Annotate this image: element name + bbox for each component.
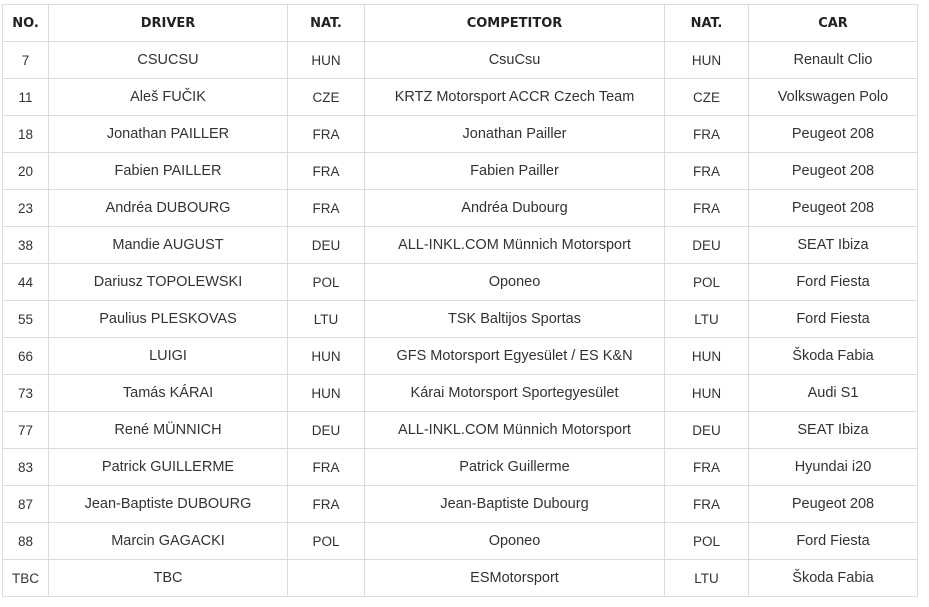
cell-driver: LUIGI <box>49 338 288 375</box>
cell-driver-nat: LTU <box>288 301 365 338</box>
cell-driver-nat: FRA <box>288 190 365 227</box>
cell-competitor-nat: CZE <box>665 79 749 116</box>
cell-car: Peugeot 208 <box>749 190 918 227</box>
cell-driver: Mandie AUGUST <box>49 227 288 264</box>
cell-competitor-nat: POL <box>665 264 749 301</box>
cell-competitor-nat: FRA <box>665 190 749 227</box>
cell-car: Renault Clio <box>749 42 918 79</box>
cell-driver-nat: HUN <box>288 375 365 412</box>
cell-competitor-nat: LTU <box>665 560 749 597</box>
cell-competitor: Andréa Dubourg <box>365 190 665 227</box>
table-row <box>3 42 918 79</box>
cell-car: Peugeot 208 <box>749 116 918 153</box>
header-driver-nat: NAT. <box>288 5 365 42</box>
cell-no: 55 <box>3 301 49 338</box>
cell-driver: Paulius PLESKOVAS <box>49 301 288 338</box>
cell-car: Ford Fiesta <box>749 523 918 560</box>
cell-car: Volkswagen Polo <box>749 79 918 116</box>
cell-competitor: KRTZ Motorsport ACCR Czech Team <box>365 79 665 116</box>
cell-competitor: Fabien Pailler <box>365 153 665 190</box>
cell-competitor: ALL-INKL.COM Münnich Motorsport <box>365 227 665 264</box>
cell-car: Peugeot 208 <box>749 153 918 190</box>
cell-competitor-nat: HUN <box>665 42 749 79</box>
cell-driver: TBC <box>49 560 288 597</box>
cell-car: Škoda Fabia <box>749 560 918 597</box>
cell-driver-nat: DEU <box>288 412 365 449</box>
cell-competitor-nat: HUN <box>665 338 749 375</box>
cell-driver-nat: CZE <box>288 79 365 116</box>
table-row <box>3 264 918 301</box>
cell-car: Hyundai i20 <box>749 449 918 486</box>
table-row <box>3 190 918 227</box>
cell-no: 87 <box>3 486 49 523</box>
cell-driver-nat: POL <box>288 264 365 301</box>
cell-competitor-nat: FRA <box>665 116 749 153</box>
cell-no: 11 <box>3 79 49 116</box>
cell-car: SEAT Ibiza <box>749 227 918 264</box>
table-row <box>3 449 918 486</box>
cell-driver-nat: DEU <box>288 227 365 264</box>
cell-competitor: Jonathan Pailler <box>365 116 665 153</box>
cell-driver: Marcin GAGACKI <box>49 523 288 560</box>
table-row <box>3 153 918 190</box>
cell-competitor: ALL-INKL.COM Münnich Motorsport <box>365 412 665 449</box>
header-competitor-nat: NAT. <box>665 5 749 42</box>
table-row <box>3 79 918 116</box>
cell-car: Ford Fiesta <box>749 301 918 338</box>
cell-competitor: ESMotorsport <box>365 560 665 597</box>
cell-no: 38 <box>3 227 49 264</box>
cell-competitor-nat: LTU <box>665 301 749 338</box>
cell-competitor: Oponeo <box>365 523 665 560</box>
entry-list-table <box>2 4 918 597</box>
cell-driver: Fabien PAILLER <box>49 153 288 190</box>
cell-car: Škoda Fabia <box>749 338 918 375</box>
cell-no: 88 <box>3 523 49 560</box>
cell-competitor: Patrick Guillerme <box>365 449 665 486</box>
cell-no: 23 <box>3 190 49 227</box>
cell-no: 7 <box>3 42 49 79</box>
cell-competitor: TSK Baltijos Sportas <box>365 301 665 338</box>
cell-competitor: Oponeo <box>365 264 665 301</box>
cell-no: 44 <box>3 264 49 301</box>
cell-driver: Tamás KÁRAI <box>49 375 288 412</box>
table-row <box>3 486 918 523</box>
header-row <box>3 5 918 42</box>
cell-competitor: CsuCsu <box>365 42 665 79</box>
entry-rows <box>3 42 918 597</box>
cell-driver-nat: FRA <box>288 153 365 190</box>
header-no: NO. <box>3 5 49 42</box>
cell-car: SEAT Ibiza <box>749 412 918 449</box>
cell-car: Audi S1 <box>749 375 918 412</box>
cell-driver-nat <box>288 560 365 597</box>
cell-competitor-nat: FRA <box>665 486 749 523</box>
table-row <box>3 523 918 560</box>
cell-driver: Jonathan PAILLER <box>49 116 288 153</box>
cell-no: TBC <box>3 560 49 597</box>
cell-competitor-nat: POL <box>665 523 749 560</box>
header-competitor: COMPETITOR <box>365 5 665 42</box>
cell-driver-nat: POL <box>288 523 365 560</box>
cell-driver: René MÜNNICH <box>49 412 288 449</box>
cell-competitor-nat: HUN <box>665 375 749 412</box>
cell-no: 77 <box>3 412 49 449</box>
cell-driver: Jean-Baptiste DUBOURG <box>49 486 288 523</box>
cell-no: 83 <box>3 449 49 486</box>
table-row <box>3 412 918 449</box>
cell-competitor-nat: FRA <box>665 153 749 190</box>
cell-competitor-nat: DEU <box>665 227 749 264</box>
header-driver: DRIVER <box>49 5 288 42</box>
table-row <box>3 338 918 375</box>
cell-driver: CSUCSU <box>49 42 288 79</box>
cell-driver: Dariusz TOPOLEWSKI <box>49 264 288 301</box>
table-row <box>3 116 918 153</box>
cell-competitor: Jean-Baptiste Dubourg <box>365 486 665 523</box>
cell-driver: Andréa DUBOURG <box>49 190 288 227</box>
table-row <box>3 301 918 338</box>
header-car: CAR <box>749 5 918 42</box>
cell-driver-nat: FRA <box>288 486 365 523</box>
cell-competitor: GFS Motorsport Egyesület / ES K&N <box>365 338 665 375</box>
entry-list-container <box>2 4 918 597</box>
cell-competitor-nat: DEU <box>665 412 749 449</box>
cell-competitor: Kárai Motorsport Sportegyesület <box>365 375 665 412</box>
cell-driver-nat: HUN <box>288 42 365 79</box>
cell-driver: Aleš FUČIK <box>49 79 288 116</box>
cell-car: Peugeot 208 <box>749 486 918 523</box>
table-row <box>3 560 918 597</box>
cell-no: 18 <box>3 116 49 153</box>
cell-car: Ford Fiesta <box>749 264 918 301</box>
cell-competitor-nat: FRA <box>665 449 749 486</box>
table-row <box>3 375 918 412</box>
cell-driver-nat: HUN <box>288 338 365 375</box>
cell-driver-nat: FRA <box>288 449 365 486</box>
cell-no: 20 <box>3 153 49 190</box>
cell-no: 73 <box>3 375 49 412</box>
cell-no: 66 <box>3 338 49 375</box>
cell-driver: Patrick GUILLERME <box>49 449 288 486</box>
table-row <box>3 227 918 264</box>
cell-driver-nat: FRA <box>288 116 365 153</box>
